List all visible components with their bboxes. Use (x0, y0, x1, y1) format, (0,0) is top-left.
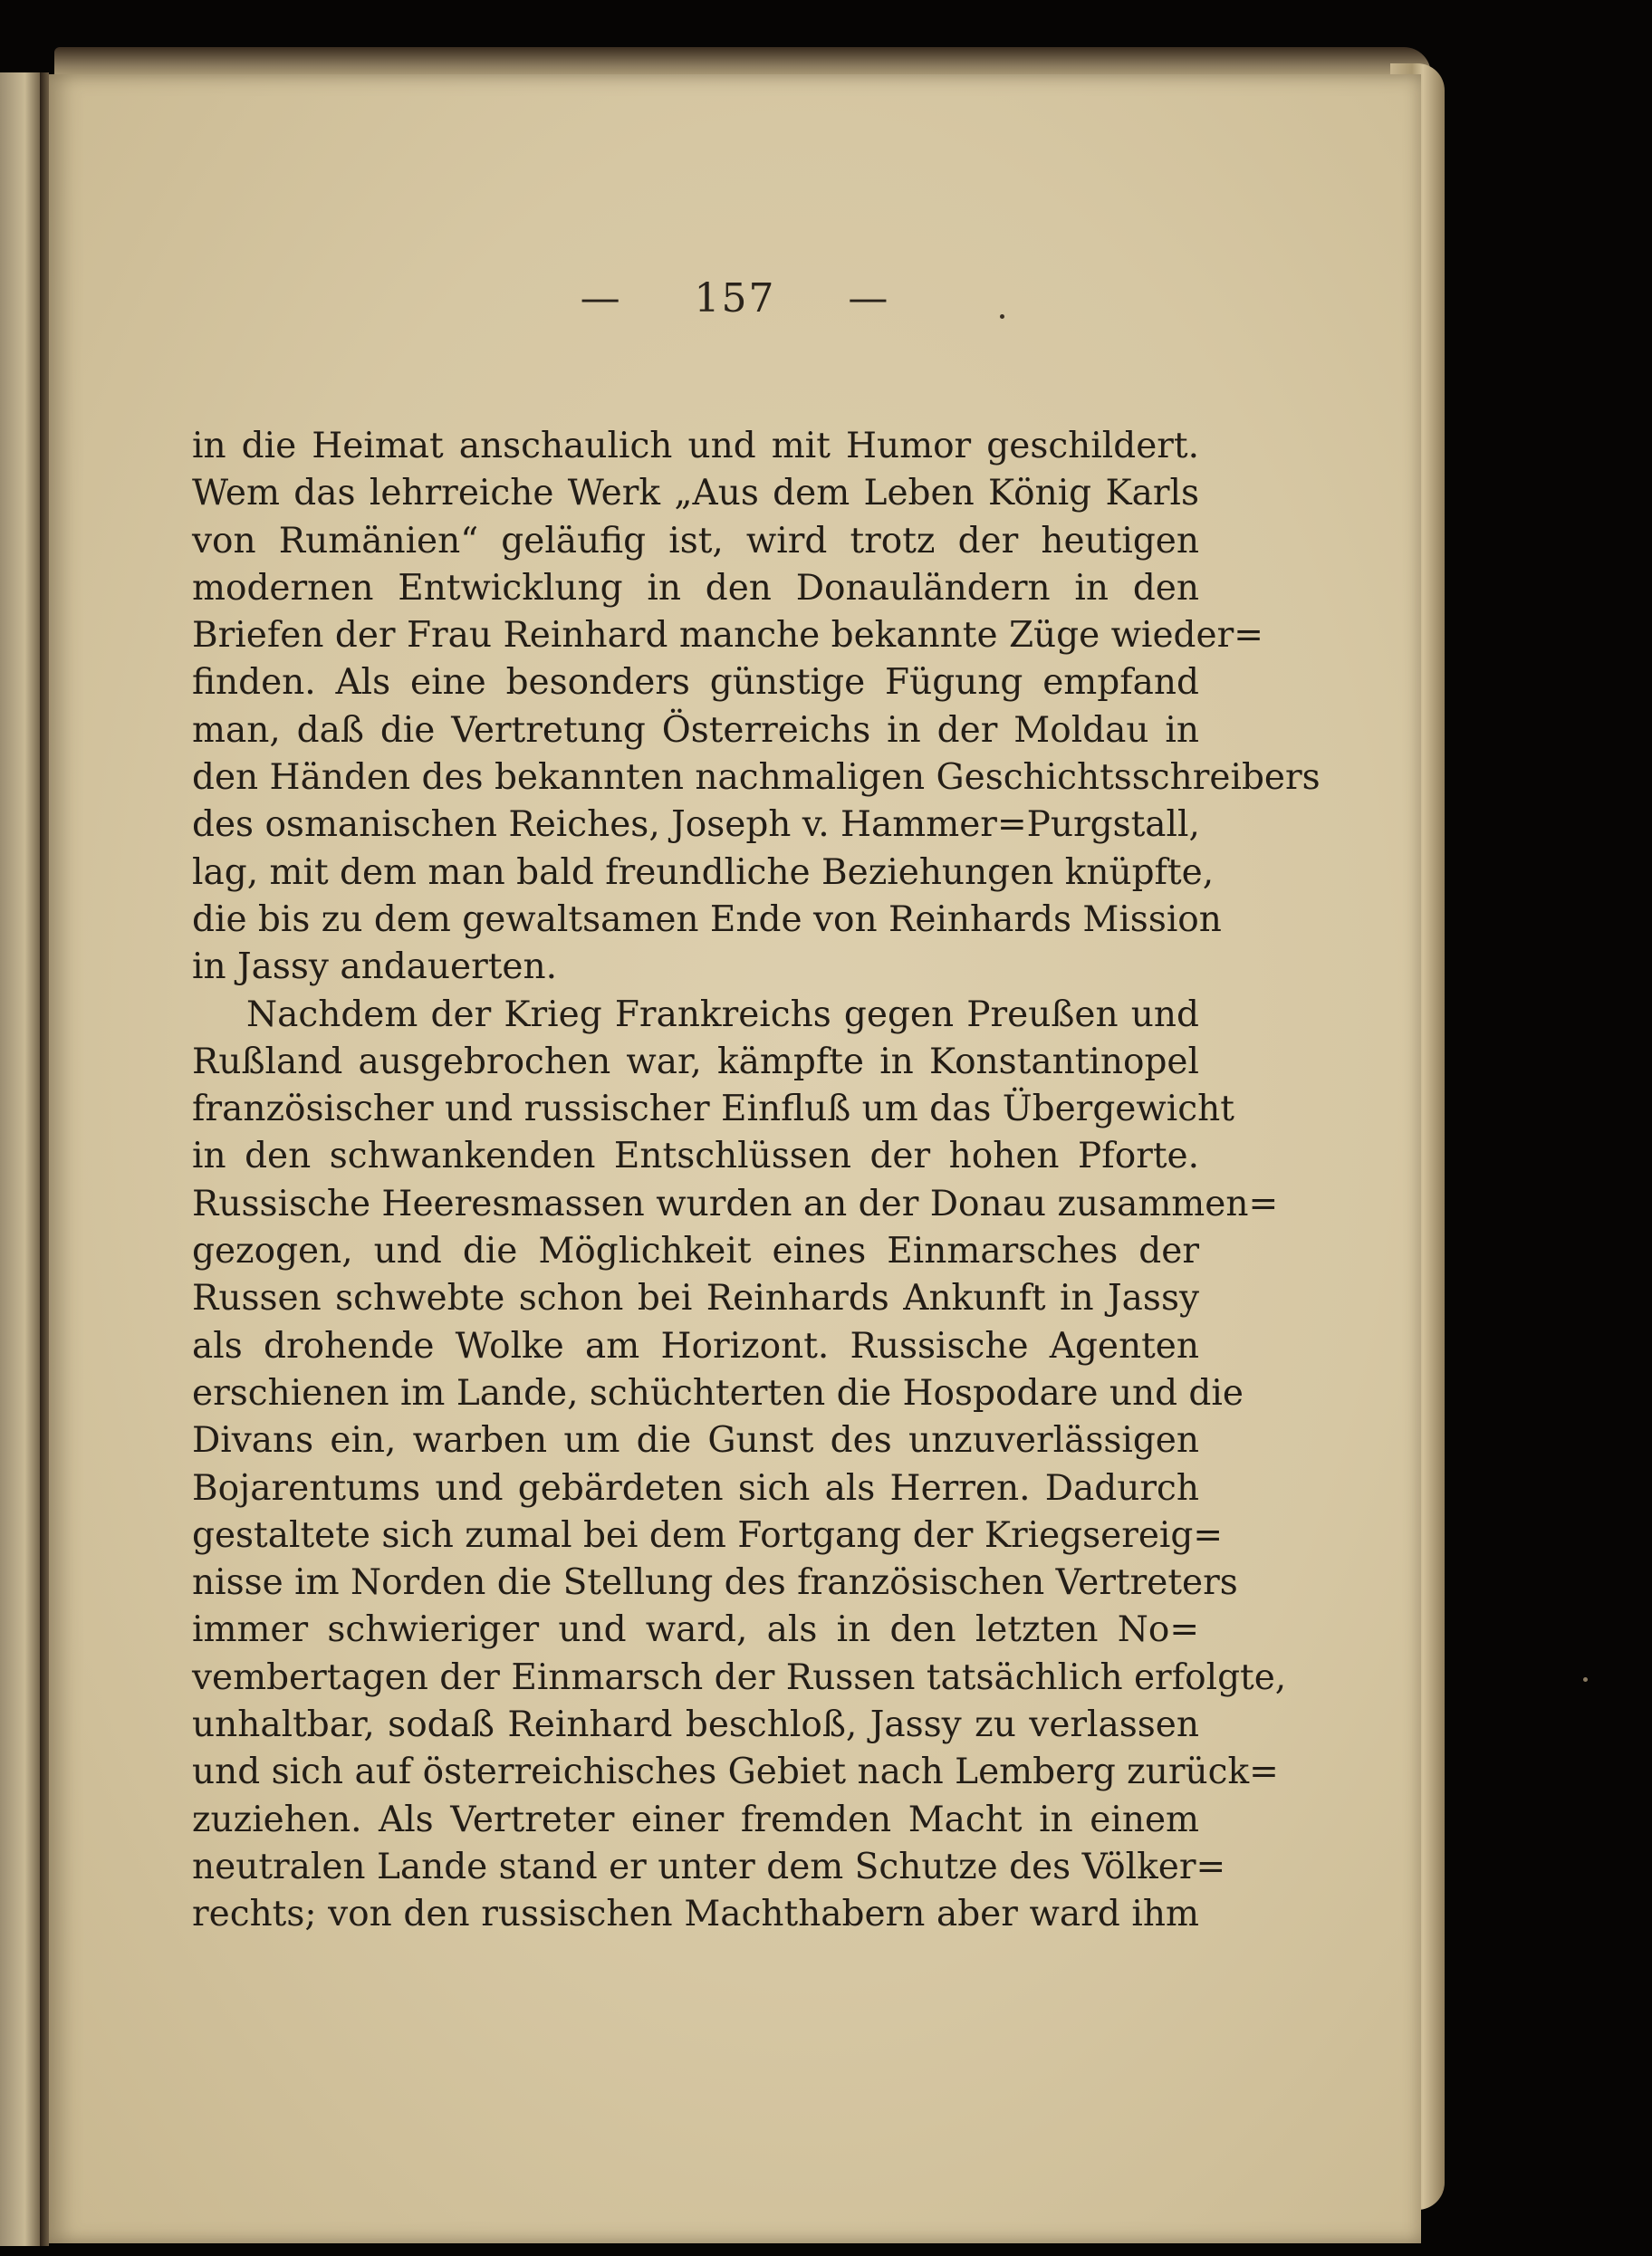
page-number-dash-left: — (580, 275, 622, 322)
text-line: lag, mit dem man bald freundliche Beziehungen knüpfte, (192, 851, 1215, 893)
page-number: 157 (694, 275, 776, 322)
text-line: französischer und russischer Einfluß um das Übergewicht (192, 1089, 1234, 1130)
text-line: rechts; von den russischen Machthabern aber ward ihm (192, 1894, 1199, 1935)
text-line: als drohende Wolke am Horizont. Russische Agenten (192, 1325, 1199, 1367)
text-line: Nachdem der Krieg Frankreichs gegen Preußen und (246, 994, 1199, 1035)
text-line: in Jassy andauerten. (192, 946, 558, 988)
text-line: des osmanischen Reiches, Joseph v. Hammer=Purgstall, (192, 804, 1200, 846)
text-line: Briefen der Frau Reinhard manche bekannte Züge wieder= (192, 615, 1263, 657)
text-line: in die Heimat anschaulich und mit Humor geschildert. (192, 426, 1199, 466)
text-line: gestaltete sich zumal bei dem Fortgang der Kriegsereig= (192, 1514, 1224, 1556)
text-line: erschienen im Lande, schüchterten die Hospodare und die (192, 1372, 1244, 1414)
text-line: finden. Als eine besonders günstige Fügung empfand (192, 662, 1199, 704)
text-line: Bojarentums und gebärdeten sich als Herren. Dadurch (192, 1467, 1199, 1509)
text-line: Russische Heeresmassen wurden an der Donau zusammen= (192, 1183, 1279, 1224)
text-line: Divans ein, warben um die Gunst des unzuverlässigen (192, 1420, 1199, 1462)
text-line: immer schwieriger und ward, als in den letzten No= (192, 1609, 1199, 1651)
text-line: von Rumänien“ geläufig ist, wird trotz der heutigen (192, 520, 1199, 562)
page-number-line (49, 275, 1421, 322)
text-line: den Händen des bekannten nachmaligen Geschichtsschreibers (192, 757, 1321, 799)
book-gutter (40, 72, 49, 2246)
facing-page-edge (0, 72, 42, 2246)
text-line: und sich auf österreichisches Gebiet nach Lemberg zurück= (192, 1752, 1279, 1793)
text-line: zuziehen. Als Vertreter einer fremden Macht in einem (192, 1799, 1199, 1840)
text-line: man, daß die Vertretung Österreichs in der Moldau in (192, 709, 1199, 751)
page-number-dash-right: — (848, 275, 890, 322)
text-line: unhaltbar, sodaß Reinhard beschloß, Jassy zu verlassen (192, 1704, 1199, 1746)
text-line: Russen schwebte schon bei Reinhards Ankunft in Jassy (192, 1278, 1199, 1320)
book-page (49, 74, 1421, 2243)
paper-speck (1000, 314, 1004, 319)
text-line: in den schwankenden Entschlüssen der hohen Pforte. (192, 1136, 1199, 1177)
body-text (192, 423, 1321, 1939)
text-line: vembertagen der Einmarsch der Russen tatsächlich erfolgte, (192, 1656, 1287, 1698)
text-line: gezogen, und die Möglichkeit eines Einmarsches der (192, 1231, 1199, 1272)
text-line: nisse im Norden die Stellung des französischen Vertreters (192, 1562, 1238, 1604)
text-line: die bis zu dem gewaltsamen Ende von Reinhards Mission (192, 898, 1222, 940)
text-line: Wem das lehrreiche Werk „Aus dem Leben König Karls (192, 473, 1199, 514)
text-line: neutralen Lande stand er unter dem Schutze des Völker= (192, 1846, 1226, 1887)
scan-speck (1583, 1677, 1588, 1682)
text-line: Rußland ausgebrochen war, kämpfte in Konstantinopel (192, 1041, 1199, 1082)
text-line: modernen Entwicklung in den Donauländern in den (192, 567, 1199, 609)
